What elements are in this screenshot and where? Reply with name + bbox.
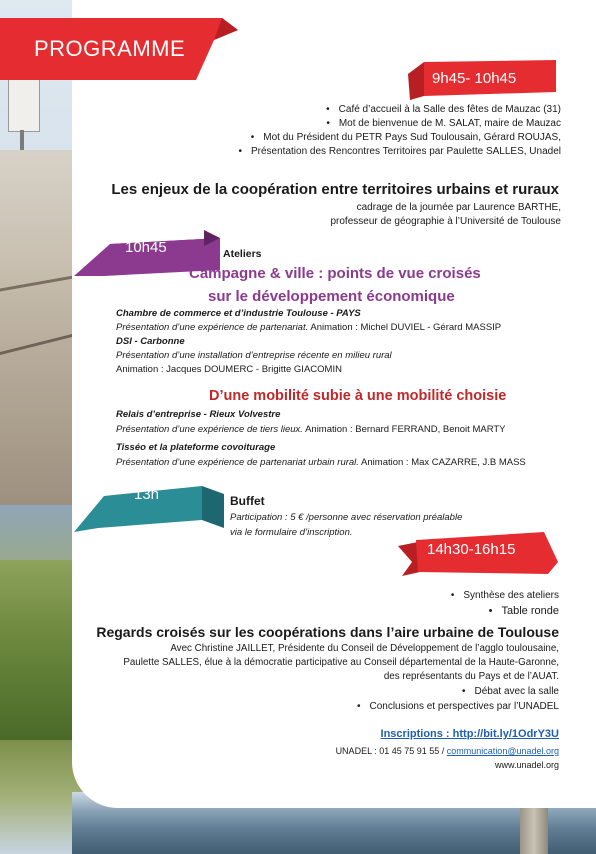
buffet-line: Participation : 5 € /personne avec réservation préalable: [230, 512, 463, 523]
time-ribbon-4: [398, 532, 560, 584]
section-heading: Les enjeux de la coopération entre territoires urbains et ruraux: [111, 181, 559, 198]
contact-line: UNADEL : 01 45 75 91 55 / communication@unadel.org: [335, 746, 559, 756]
list-item: • Mot du Président du PETR Pays Sud Toulousain, Gérard ROUJAS,: [251, 132, 561, 143]
paragraph-line: Paulette SALLES, élue à la démocratie participative au Conseil départemental de la Haute-Garonne,: [123, 657, 559, 668]
atelier-title: Campagne & ville : points de vue croisés: [189, 265, 481, 282]
list-item: • Débat avec la salle: [462, 686, 559, 697]
page-title: PROGRAMME: [34, 36, 186, 61]
time-label-2: 10h45: [125, 239, 167, 256]
section-heading: Regards croisés sur les coopérations dans l’aire urbaine de Toulouse: [96, 624, 559, 640]
atelier-org: Chambre de commerce et d’industrie Toulouse - PAYS: [116, 308, 361, 319]
atelier-desc: Présentation d’une installation d’entreprise récente en milieu rural: [116, 350, 392, 361]
email-link[interactable]: communication@unadel.org: [446, 746, 559, 756]
ateliers-label: Ateliers: [223, 248, 262, 260]
atelier-desc: Présentation d’une expérience de partenariat urbain rural. Animation : Max CAZARRE, J.B MASS: [116, 457, 526, 468]
atelier-org: Tisséo et la plateforme covoiturage: [116, 442, 276, 453]
buffet-line: via le formulaire d’inscription.: [230, 527, 353, 538]
list-item: • Présentation des Rencontres Territoires par Paulette SALLES, Unadel: [238, 146, 561, 157]
atelier-title: sur le développement économique: [208, 288, 455, 305]
time-label-3: 13h: [134, 486, 160, 503]
atelier-desc: Présentation d’une expérience de partenariat. Animation : Michel DUVIEL - Gérard MASSIP: [116, 322, 502, 333]
subtext: cadrage de la journée par Laurence BARTHE,: [356, 202, 561, 213]
website-link[interactable]: www.unadel.org: [494, 760, 559, 770]
subtext: professeur de géographie à l’Université de Toulouse: [330, 216, 561, 227]
atelier-desc: Présentation d’une expérience de tiers lieux. Animation : Bernard FERRAND, Benoit MARTY: [116, 424, 506, 435]
list-item: • Café d’accueil à la Salle des fêtes de Mauzac (31): [326, 104, 561, 115]
paragraph-line: Avec Christine JAILLET, Présidente du Conseil de Développement de l’agglo toulousaine,: [170, 643, 559, 654]
list-item: • Mot de bienvenue de M. SALAT, maire de Mauzac: [326, 118, 561, 129]
atelier-org: Relais d’entreprise - Rieux Volvestre: [116, 409, 281, 420]
atelier-org: DSI - Carbonne: [116, 336, 185, 347]
atelier-title: D’une mobilité subie à une mobilité choisie: [209, 388, 507, 404]
time-label-4: 14h30-16h15: [427, 541, 516, 558]
list-item: • Conclusions et perspectives par l’UNADEL: [357, 701, 559, 712]
buffet-title: Buffet: [230, 494, 265, 508]
time-label-1: 9h45- 10h45: [432, 70, 517, 87]
paragraph-line: des représentants du Pays et de l’AUAT.: [383, 671, 559, 682]
list-item: • Synthèse des ateliers: [451, 590, 559, 601]
inscriptions-link[interactable]: Inscriptions : http://bit.ly/1OdrY3U: [380, 728, 559, 740]
atelier-anim: Animation : Jacques DOUMERC - Brigitte GIACOMIN: [116, 364, 342, 375]
list-item: • Table ronde: [489, 605, 559, 617]
